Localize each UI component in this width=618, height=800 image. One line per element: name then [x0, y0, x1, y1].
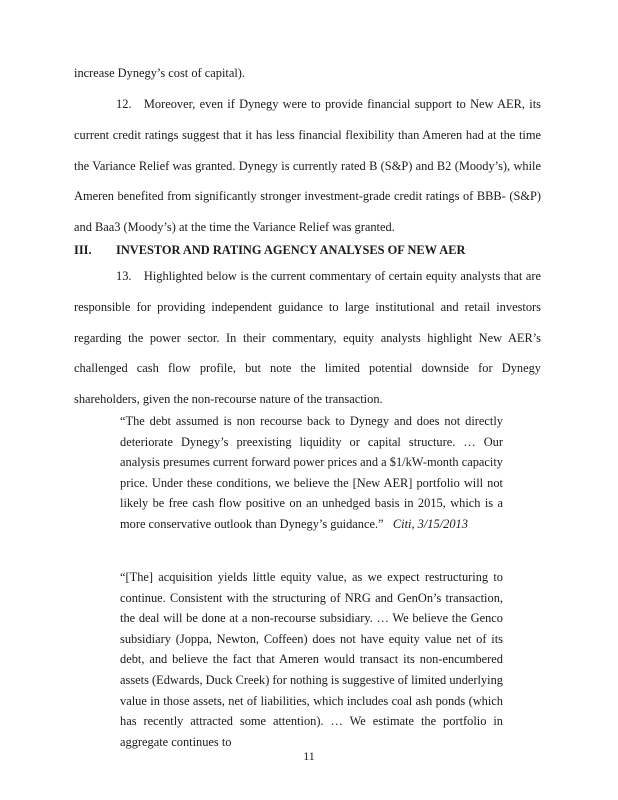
paragraph-continued: increase Dynegy’s cost of capital). — [74, 66, 245, 80]
quote-citation: Citi, 3/15/2013 — [392, 516, 468, 531]
section-title: INVESTOR AND RATING AGENCY ANALYSES OF NEW AER — [116, 243, 466, 257]
block-quote-acquisition: “[The] acquisition yields little equity value, as we expect restructuring to continue. Consistent with the structuring of NRG and GenOn’s transaction, the deal will be done at a non-recourse subsidiary. … We believe the Genco subsidiary (Joppa, Newton, Coffeen) does not have equity value net of its debt, and believe the fact that Ameren would transact its non-encumbered assets (Edwards, Duck Creek) for nothing is suggestive of limited underlying value in those assets, net of liabilities, which includes coal ash ponds (which has recently attracted some attention). … We estimate the portfolio in aggregate continues to — [120, 570, 504, 749]
paragraph-12: 12. Moreover, even if Dynegy were to provide financial support to New AER, its current credit ratings suggest that it has less financial flexibility than Ameren had at the time the Variance Relief was granted. Dynegy is currently rated B (S&P) and B2 (Moody’s), while Ameren benefited from significantly stronger investment-grade credit ratings of BBB- (S&P) and Baa3 (Moody’s) at the time the Variance Relief was granted. — [74, 97, 541, 235]
section-number: III. — [74, 243, 92, 257]
paragraph-13: 13. Highlighted below is the current commentary of certain equity analysts that are responsible for providing independent guidance to large institutional and retail investors regarding the power sector. In their commentary, equity analysts highlight New AER’s challenged cash flow profile, but note the limited potential downside for Dynegy shareholders, given the non-recourse nature of the transaction. — [74, 269, 541, 407]
block-quote-citi — [120, 411, 503, 535]
quote-text: “The debt assumed is non recourse back to Dynegy and does not directly deteriorate Dynegy’s preexisting liquidity or capital structure. … Our analysis presumes current forward power prices and a $1/kW-month capacity price. Under these conditions, we believe the [New AER] portfolio will not likely be free cash flow positive on an unhedged basis in 2015, which is a more conservative outlook than Dynegy’s guidance.” — [120, 414, 503, 531]
section-heading — [74, 242, 541, 258]
page-number: 11 — [303, 749, 315, 763]
